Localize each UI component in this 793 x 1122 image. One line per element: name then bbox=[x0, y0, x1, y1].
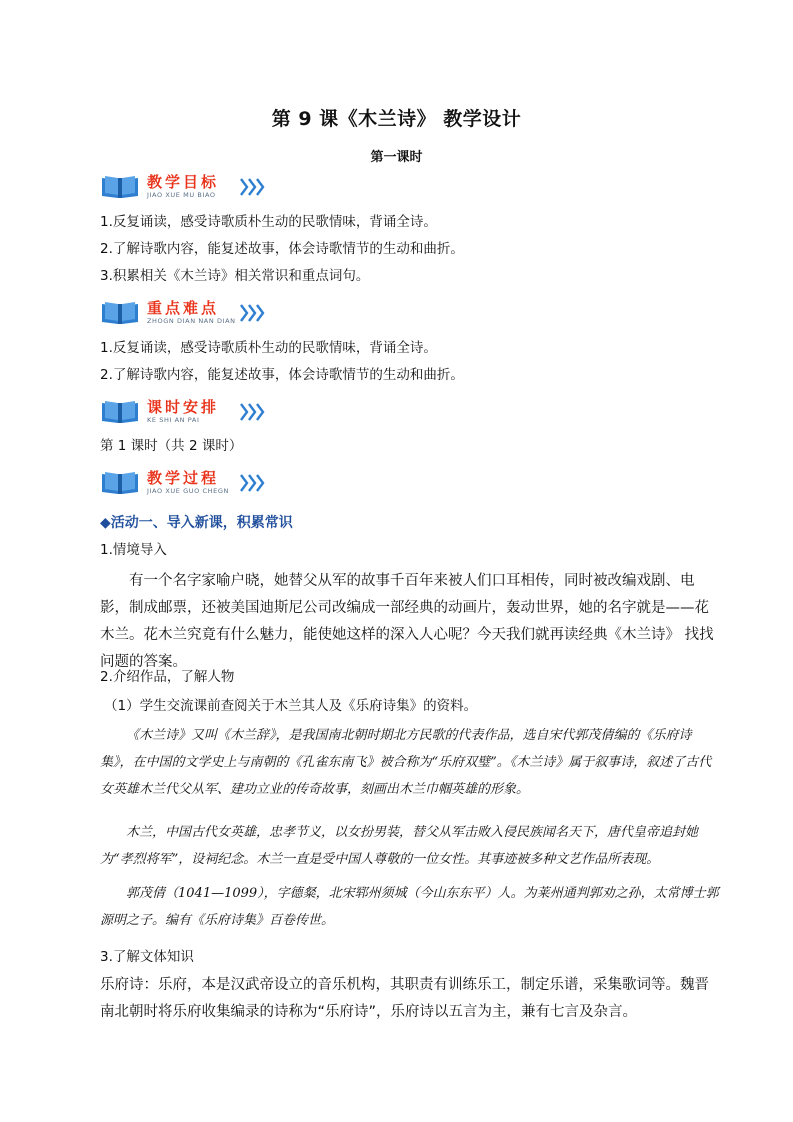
triple-chevron-icon bbox=[240, 402, 266, 422]
key-item-1: 1.反复诵读，感受诗歌质朴生动的民歌情味，背诵全诗。 bbox=[100, 340, 437, 356]
quote-paragraph-2: 木兰，中国古代女英雄，忠孝节义，以女扮男装，替父从军击败入侵民族闻名天下，唐代皇帝追封她为“孝烈将军”，设祠纪念。木兰一直是受中国人尊敬的一位女性。其事迹被多种文艺作品所表现。 bbox=[100, 825, 699, 867]
banner-key-points bbox=[100, 298, 280, 330]
document-subtitle: 第一课时 bbox=[370, 150, 423, 165]
banner-pinyin: ZHOGN DIAN NAN DIAN bbox=[147, 317, 236, 325]
schedule-text: 第 1 课时（共 2 课时） bbox=[100, 438, 243, 454]
step-1-heading: 1.情境导入 bbox=[100, 542, 167, 558]
banner-title: 教学过程 bbox=[147, 469, 220, 487]
activity-heading: ◆活动一、导入新课，积累常识 bbox=[100, 515, 293, 531]
quote-paragraph-1: 《木兰诗》又叫《木兰辞》，是我国南北朝时期北方民歌的代表作品，选自宋代郭茂倩编的《乐府诗集》，在中国的文学史上与南朝的《孔雀东南飞》被合称为“乐府双璧”。《木兰诗》属于叙事诗，叙述了古代女英雄木兰代父从军、建功立业的传奇故事，刻画出木兰巾帼英雄的形象。 bbox=[100, 728, 712, 797]
banner-pinyin: JIAO XUE MU BIAO bbox=[147, 191, 216, 199]
key-item-2: 2.了解诗歌内容，能复述故事，体会诗歌情节的生动和曲折。 bbox=[100, 367, 464, 383]
triple-chevron-icon bbox=[240, 303, 266, 323]
open-book-icon bbox=[100, 174, 140, 200]
intro-paragraph: 有一个名字家喻户晓，她替父从军的故事千百年来被人们口耳相传，同时被改编戏剧、电影，制成邮票，还被美国迪斯尼公司改编成一部经典的动画片，轰动世界，她的名字就是——花木兰。花木兰究竟有什么魅力，能使她这样的深入人心呢？今天我们就再读经典《木兰诗》 找找问题的答案。 bbox=[100, 573, 714, 670]
open-book-icon bbox=[100, 300, 140, 326]
triple-chevron-icon bbox=[240, 473, 266, 493]
quote-paragraph-3: 郭茂倩（1041—1099），字德粲，北宋郓州须城（今山东东平）人。为莱州通判郭劝之孙，太常博士郭源明之子。编有《乐府诗集》百卷传世。 bbox=[100, 886, 719, 928]
triple-chevron-icon bbox=[240, 177, 266, 197]
banner-teaching-process bbox=[100, 468, 280, 500]
banner-title: 课时安排 bbox=[147, 398, 220, 416]
banner-title: 重点难点 bbox=[147, 299, 220, 317]
open-book-icon bbox=[100, 399, 140, 425]
goal-item-3: 3.积累相关《木兰诗》相关常识和重点词句。 bbox=[100, 268, 370, 284]
goal-item-1: 1.反复诵读，感受诗歌质朴生动的民歌情味，背诵全诗。 bbox=[100, 214, 437, 230]
banner-pinyin: KE SHI AN PAI bbox=[147, 416, 200, 424]
document-title: 第 9 课《木兰诗》 教学设计 bbox=[271, 108, 522, 130]
banner-teaching-goals bbox=[100, 172, 280, 204]
step-3-heading: 3.了解文体知识 bbox=[100, 949, 194, 965]
open-book-icon bbox=[100, 470, 140, 496]
banner-schedule bbox=[100, 397, 280, 429]
banner-title: 教学目标 bbox=[147, 173, 220, 191]
banner-pinyin: JIAO XUE GUO CHEGN bbox=[147, 487, 229, 495]
genre-paragraph: 乐府诗：乐府，本是汉武帝设立的音乐机构，其职责有训练乐工，制定乐谱，采集歌词等。魏晋南北朝时将乐府收集编录的诗称为“乐府诗”，乐府诗以五言为主，兼有七言及杂言。 bbox=[100, 977, 709, 1020]
goal-item-2: 2.了解诗歌内容，能复述故事，体会诗歌情节的生动和曲折。 bbox=[100, 241, 464, 257]
step-2a-text: （1）学生交流课前查阅关于木兰其人及《乐府诗集》的资料。 bbox=[104, 698, 478, 714]
step-2-heading: 2.介绍作品，了解人物 bbox=[100, 669, 235, 685]
